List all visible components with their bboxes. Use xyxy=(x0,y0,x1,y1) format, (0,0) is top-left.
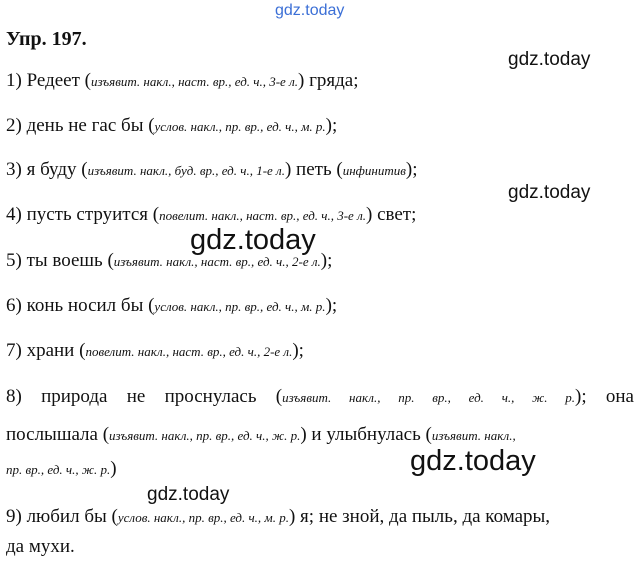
line-text: да мухи. xyxy=(6,536,75,557)
answer-line-6 xyxy=(6,295,337,317)
line-text: ) петь ( xyxy=(284,159,343,180)
watermark: gdz.today xyxy=(410,445,536,477)
line-text: ); xyxy=(325,115,338,136)
line-text: ) свет; xyxy=(366,204,417,225)
line-text: послышала ( xyxy=(6,424,110,445)
line-text: 4) пусть струится ( xyxy=(6,204,160,225)
grammar-note: изъявит. накл., буд. вр., ед. ч., 1-е л. xyxy=(87,163,285,178)
grammar-note: изъявит. накл., xyxy=(431,428,516,443)
line-text: ); xyxy=(320,250,333,271)
watermark: gdz.today xyxy=(508,49,591,70)
line-text: ) и улыбнулась ( xyxy=(300,424,432,445)
line-text: ) я; не зной, да пыль, да комары, xyxy=(288,506,551,527)
answer-line-9-end xyxy=(6,536,75,558)
line-text: 5) ты воешь ( xyxy=(6,250,114,271)
answer-line-8-cont xyxy=(6,424,516,446)
answer-line-7 xyxy=(6,340,304,362)
line-text: ); xyxy=(325,295,338,316)
line-text: ) гряда; xyxy=(298,70,359,91)
line-text: ) xyxy=(110,458,117,479)
line-text: 8) природа не проснулась ( xyxy=(6,386,283,407)
grammar-note: изъявит. накл., наст. вр., ед. ч., 2-е л. xyxy=(113,254,321,269)
answer-line-8 xyxy=(6,386,634,408)
watermark: gdz.today xyxy=(190,224,316,256)
line-text: 2) день не гас бы ( xyxy=(6,115,155,136)
watermark: gdz.today xyxy=(275,2,345,19)
grammar-note: изъявит. накл., пр. вр., ед. ч., ж. р. xyxy=(109,428,301,443)
line-text: 7) храни ( xyxy=(6,340,86,361)
line-text: 6) конь носил бы ( xyxy=(6,295,155,316)
grammar-note: услов. накл., пр. вр., ед. ч., м. р. xyxy=(154,299,326,314)
answer-line-1 xyxy=(6,70,359,92)
grammar-note: пр. вр., ед. ч., ж. р. xyxy=(6,462,111,477)
grammar-note: услов. накл., пр. вр., ед. ч., м. р. xyxy=(154,119,326,134)
line-text: 1) Редеет ( xyxy=(6,70,91,91)
answer-line-5 xyxy=(6,250,332,272)
grammar-note: изъявит. накл., пр. вр., ед. ч., ж. р. xyxy=(282,390,576,405)
line-text: 9) любил бы ( xyxy=(6,506,118,527)
line-text: ); она xyxy=(575,386,634,407)
grammar-note: изъявит. накл., наст. вр., ед. ч., 3-е л. xyxy=(91,74,298,89)
watermark: gdz.today xyxy=(147,484,230,505)
line-text: 3) я буду ( xyxy=(6,159,88,180)
grammar-note: услов. накл., пр. вр., ед. ч., м. р. xyxy=(117,510,289,525)
answer-line-2 xyxy=(6,115,337,137)
watermark: gdz.today xyxy=(508,182,591,203)
line-text: ); xyxy=(405,159,418,180)
answer-line-9 xyxy=(6,506,550,528)
grammar-note: повелит. накл., наст. вр., ед. ч., 3-е л. xyxy=(159,208,366,223)
answer-line-3 xyxy=(6,159,417,181)
exercise-title: Упр. 197. xyxy=(6,28,87,50)
grammar-note: инфинитив xyxy=(342,163,406,178)
answer-line-8-end xyxy=(6,458,117,480)
answer-line-4 xyxy=(6,204,416,226)
line-text: ); xyxy=(292,340,304,361)
grammar-note: повелит. накл., наст. вр., ед. ч., 2-е л. xyxy=(85,344,293,359)
